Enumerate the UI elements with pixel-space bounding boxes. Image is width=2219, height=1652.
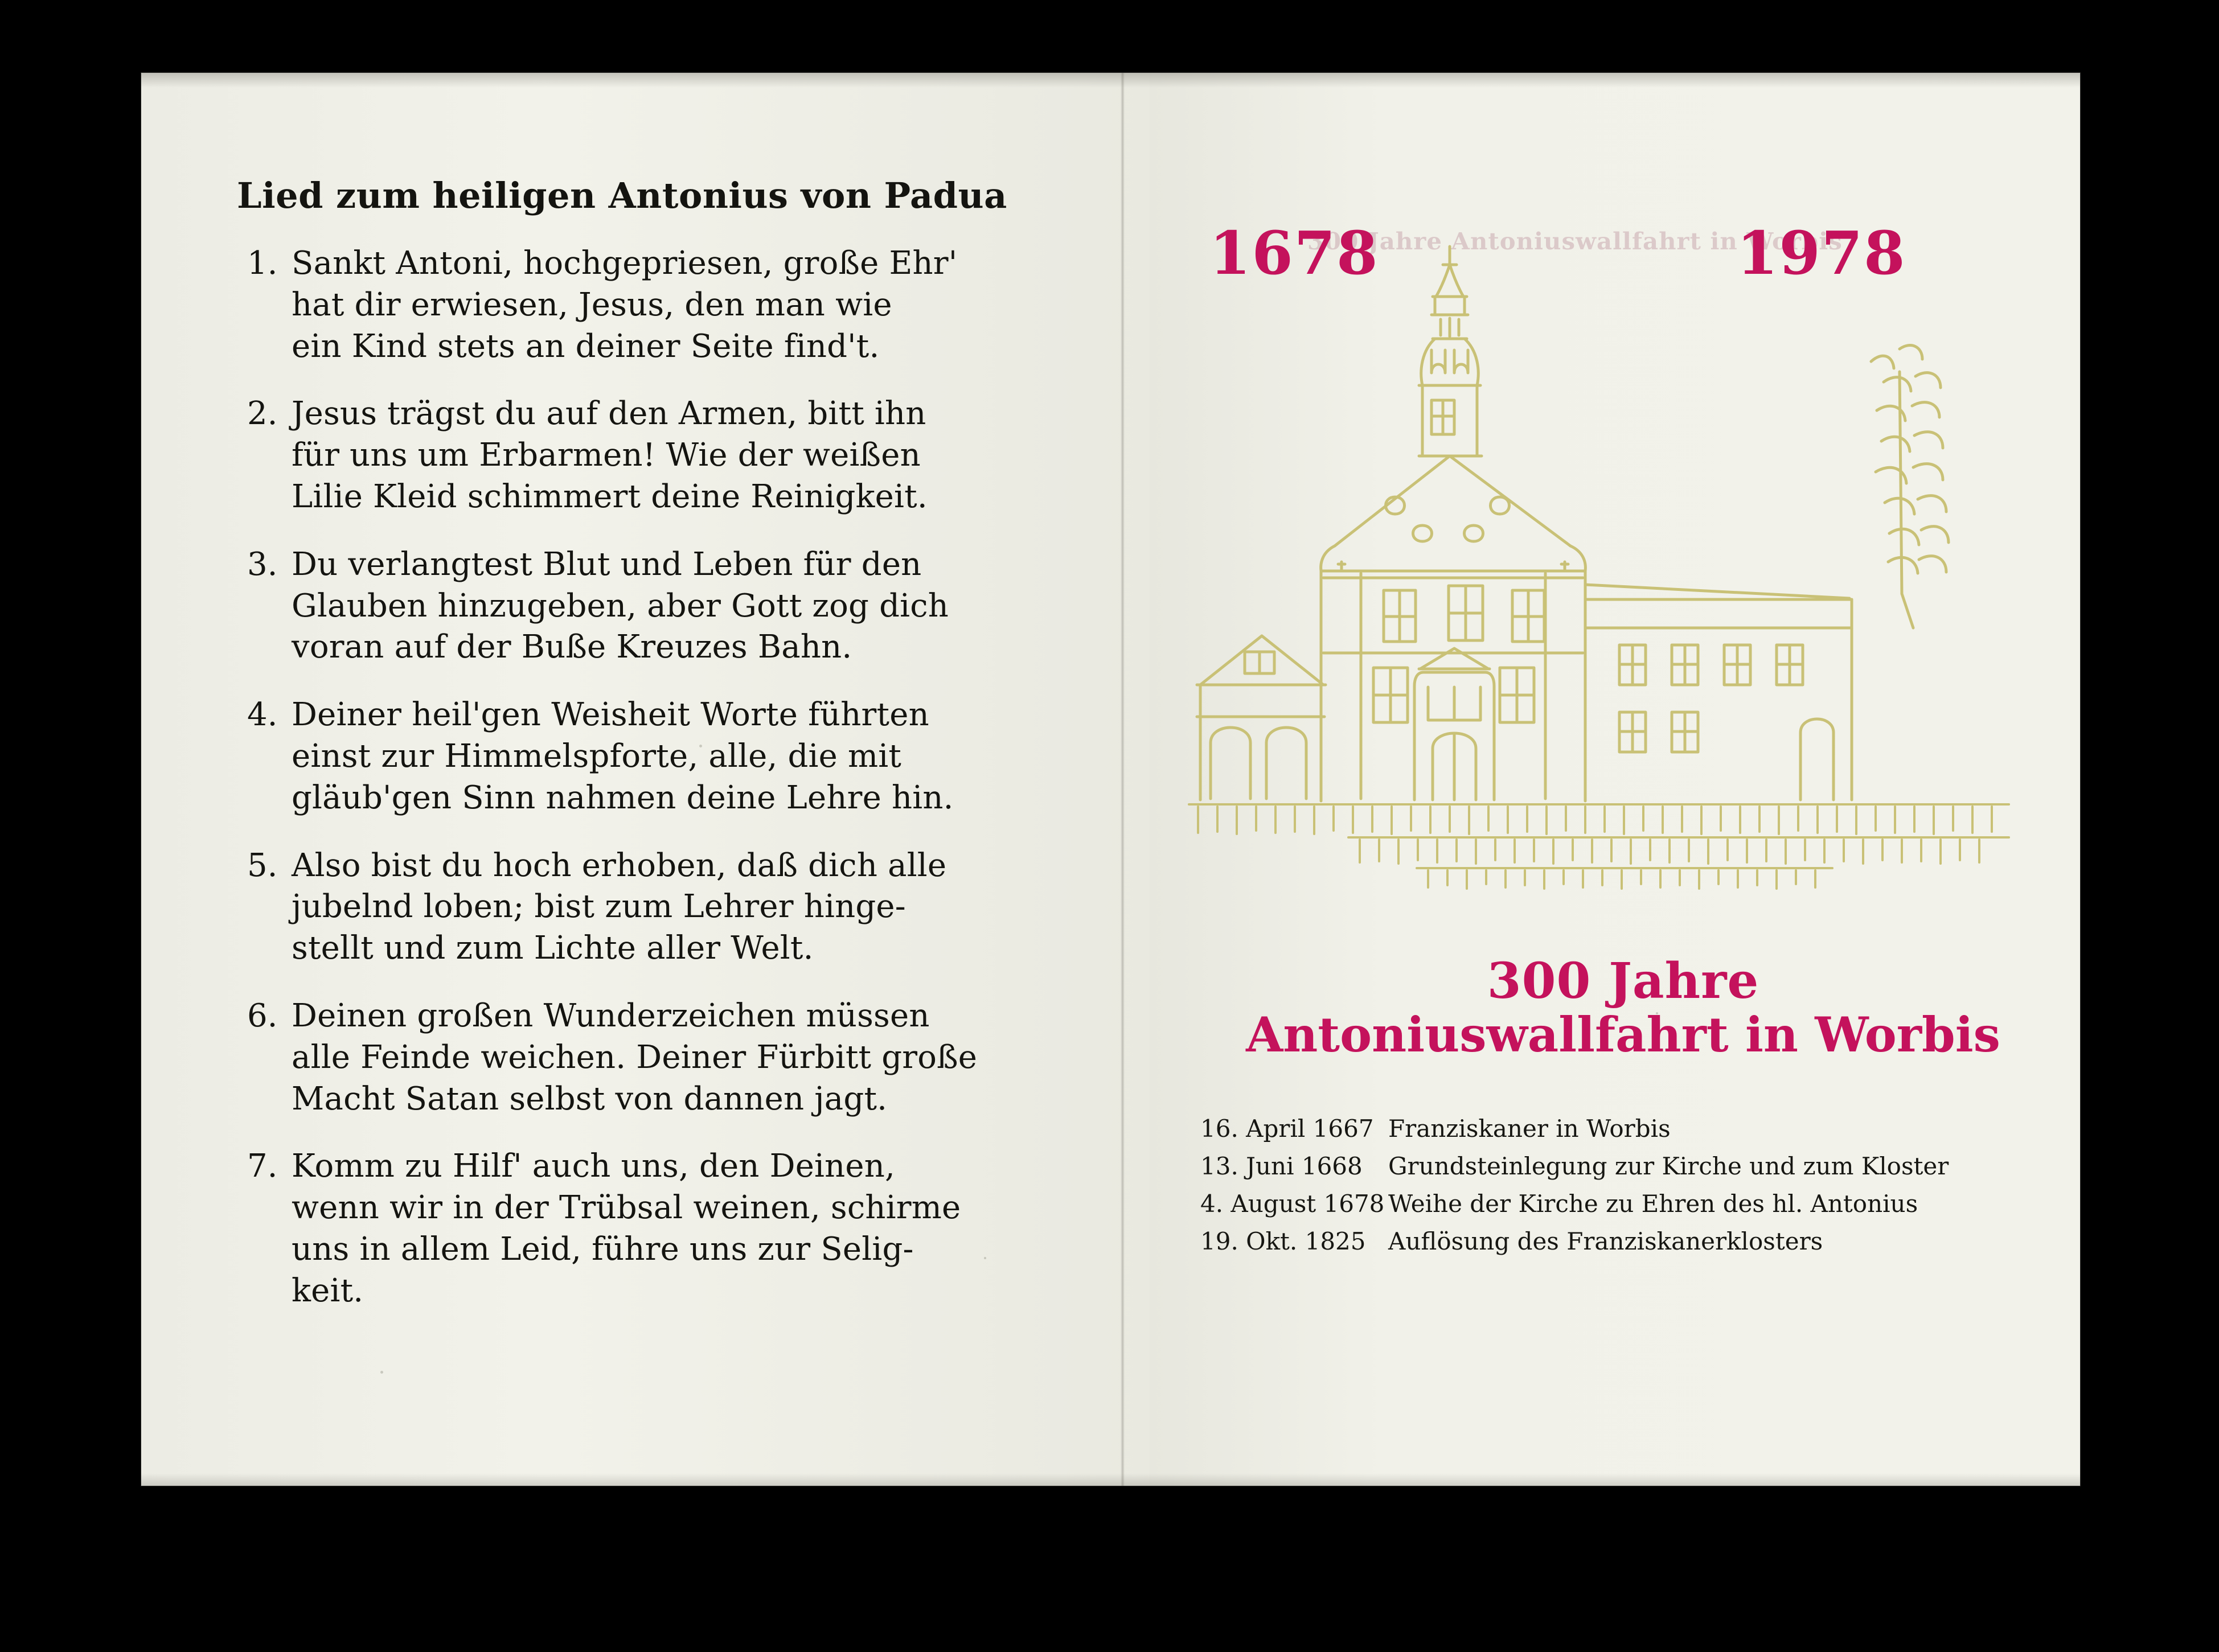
paper-speck (380, 1371, 383, 1374)
cover-title (1166, 952, 2080, 1063)
church-and-monastery-line-drawing (1178, 229, 2066, 935)
verse-line: für uns um Erbarmen! Wie der weißen (292, 437, 921, 474)
verse-line: voran auf der Buße Kreuzes Bahn. (292, 628, 852, 666)
verse-number: 1. (247, 245, 278, 282)
anniversary-year-end: 1978 (1737, 218, 1906, 288)
verse-line: wenn wir in der Trübsal weinen, schirme (292, 1189, 961, 1227)
cover-title-line-2: Antoniuswallfahrt in Worbis (1246, 1006, 2000, 1063)
verse-number: 6. (247, 997, 278, 1034)
hymn-title: Lied zum heiligen Antonius von Padua (237, 175, 1007, 216)
verse-number: 4. (247, 696, 278, 734)
verse-line: ein Kind stets an deiner Seite find't. (292, 327, 880, 365)
verse-line: gläub'gen Sinn nahmen deine Lehre hin. (292, 779, 954, 816)
verse-number: 2. (247, 395, 278, 433)
timeline-row (1200, 1115, 2066, 1143)
cover-panel (1166, 73, 2080, 1486)
bleed-through-text: 300 Jahre Antoniuswallfahrt in Worbis (1307, 228, 1843, 255)
verse-line: Komm zu Hilf' auch uns, den Deinen, (292, 1148, 896, 1185)
verse-line: alle Feinde weichen. Deiner Fürbitt große (292, 1038, 978, 1076)
verse-number: 5. (247, 846, 278, 884)
hymn-verse (237, 845, 1102, 969)
verse-line: uns in allem Leid, führe uns zur Selig- (292, 1230, 914, 1268)
verse-text (292, 1146, 1102, 1312)
leaflet-sheet (141, 73, 2080, 1486)
anniversary-year-start: 1678 (1209, 218, 1379, 288)
timeline-row (1200, 1152, 2066, 1180)
verse-text (292, 695, 1102, 819)
verse-text (292, 243, 1102, 367)
timeline-date: 13. Juni 1668 (1200, 1152, 1363, 1180)
verse-line: keit. (292, 1272, 364, 1309)
hymn-verse (237, 695, 1102, 819)
timeline-row (1200, 1190, 2066, 1218)
hymn-verse (237, 996, 1102, 1120)
hymn-panel (237, 175, 1102, 1338)
cover-title-line-1: 300 Jahre (1487, 952, 1759, 1010)
verse-line: Deinen großen Wunderzeichen müssen (292, 997, 930, 1034)
verse-line: Du verlangtest Blut und Leben für den (292, 545, 922, 583)
verse-line: Jesus trägst du auf den Armen, bitt ihn (292, 395, 926, 433)
verse-line: stellt und zum Lichte aller Welt. (292, 930, 814, 967)
verse-line: Also bist du hoch erhoben, daß dich alle (292, 846, 947, 884)
verse-line: Deiner heil'gen Weisheit Worte führten (292, 696, 929, 734)
fold-crease (1121, 73, 1125, 1486)
timeline-date: 16. April 1667 (1200, 1115, 1374, 1143)
timeline-event: Weihe der Kirche zu Ehren des hl. Antonius (1388, 1190, 1918, 1218)
hymn-verse (237, 393, 1102, 517)
verse-number: 3. (247, 545, 278, 583)
verse-text (292, 996, 1102, 1120)
timeline-date: 4. August 1678 (1200, 1190, 1385, 1218)
timeline-event: Grundsteinlegung zur Kirche und zum Kloster (1388, 1152, 1949, 1180)
timeline-date: 19. Okt. 1825 (1200, 1227, 1366, 1255)
verse-text (292, 544, 1102, 668)
verse-line: Macht Satan selbst von dannen jagt. (292, 1080, 888, 1117)
verse-text (292, 393, 1102, 517)
historical-timeline (1200, 1115, 2066, 1265)
hymn-verse (237, 243, 1102, 367)
verse-line: jubelnd loben; bist zum Lehrer hinge- (292, 888, 906, 926)
hymn-verse (237, 1146, 1102, 1312)
verse-number: 7. (247, 1148, 278, 1185)
verse-line: Lilie Kleid schimmert deine Reinigkeit. (292, 478, 928, 515)
verse-line: Glauben hinzugeben, aber Gott zog dich (292, 587, 949, 624)
verse-line: hat dir erwiesen, Jesus, den man wie (292, 286, 892, 323)
hymn-verse (237, 544, 1102, 668)
verse-line: einst zur Himmelspforte, alle, die mit (292, 737, 902, 775)
verse-line: Sankt Antoni, hochgepriesen, große Ehr' (292, 245, 958, 282)
timeline-event: Franziskaner in Worbis (1388, 1115, 1671, 1143)
verse-text (292, 845, 1102, 969)
timeline-event: Auflösung des Franziskanerklosters (1388, 1227, 1823, 1255)
timeline-row (1200, 1227, 2066, 1255)
